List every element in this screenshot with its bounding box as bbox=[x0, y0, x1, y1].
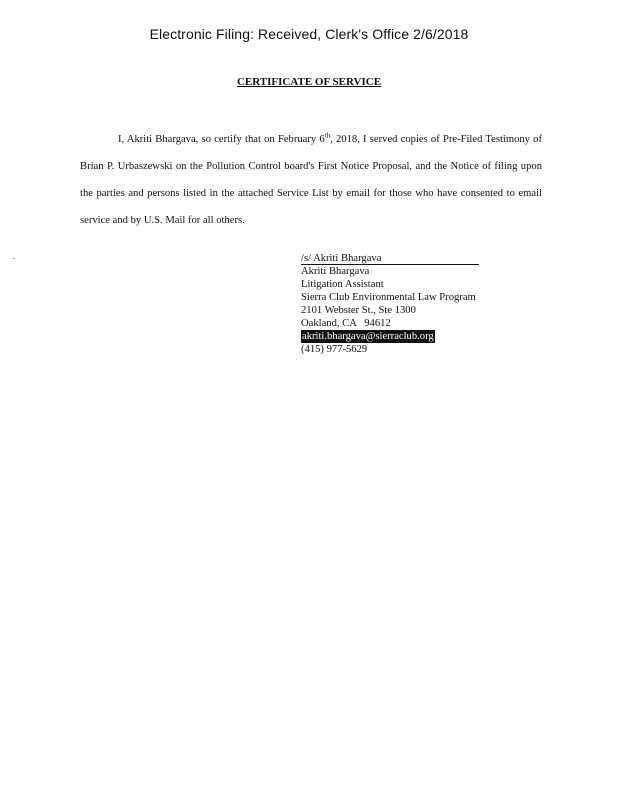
signer-phone: (415) 977-5629 bbox=[301, 344, 368, 355]
signer-address: 2101 Webster St., Ste 1300 bbox=[301, 305, 416, 316]
signer-position: Litigation Assistant bbox=[301, 279, 384, 290]
certificate-body bbox=[80, 126, 542, 234]
document-title: CERTIFICATE OF SERVICE bbox=[236, 76, 382, 88]
signer-name: Akriti Bhargava bbox=[301, 266, 370, 277]
signer-email-link[interactable]: akriti.bhargava@sierraclub.org bbox=[302, 331, 434, 342]
body-text-part2: , 2018, I served copies of Pre-Filed Testimony of Brian P. Urbaszewski on the Pollution Control board's First Notice Proposal, and the Notice of filing upon the parties and persons listed in the attached Service List by email for those who have consented to email service and by U.S. Mail for all others. bbox=[80, 134, 543, 226]
signature-line-row bbox=[301, 252, 561, 265]
filing-header: Electronic Filing: Received, Clerk's Office 2/6/2018 bbox=[149, 26, 469, 42]
signer-city: Oakland, CA 94612 bbox=[301, 318, 391, 329]
signature-block bbox=[301, 252, 561, 356]
signer-organization: Sierra Club Environmental Law Program bbox=[301, 292, 476, 303]
signer-email-row bbox=[301, 330, 561, 343]
signature-line: /s/ Akriti Bhargava bbox=[301, 253, 479, 265]
scan-speck bbox=[13, 258, 15, 259]
body-text-superscript: th bbox=[324, 131, 331, 140]
body-text-part1: I, Akriti Bhargava, so certify that on February 6 bbox=[118, 134, 325, 145]
